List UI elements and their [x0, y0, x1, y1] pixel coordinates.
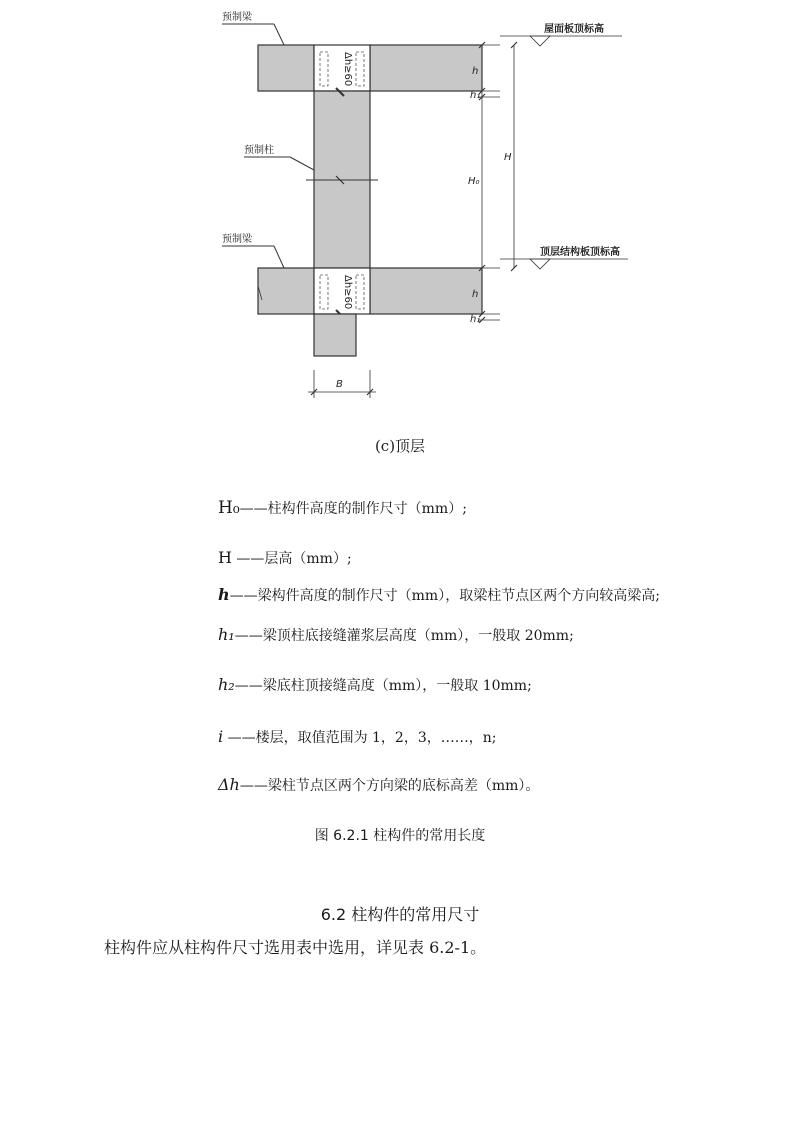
legend-text: ——梁顶柱底接缝灌浆层高度（mm），一般取 20mm; — [234, 628, 574, 644]
legend-symbol: h₁ — [218, 625, 235, 644]
beam-bottom-leader-diag — [274, 246, 284, 268]
legend-text: ——楼层，取值范围为 1，2，3，……，n; — [223, 730, 497, 746]
dim-h1-bottom: h₁ — [470, 314, 481, 325]
legend-row-h2 — [218, 675, 532, 695]
legend-text: ——梁底柱顶接缝高度（mm），一般取 10mm; — [234, 678, 532, 694]
figure-caption: 图 6.2.1 柱构件的常用长度 — [314, 828, 486, 844]
dim-h1-top: h₁ — [470, 90, 481, 101]
bottom-beam-right — [370, 268, 482, 314]
legend-row-h — [218, 585, 660, 605]
legend-row-h1 — [218, 625, 574, 645]
top-beam-left — [258, 45, 314, 91]
top-floor-level-symbol — [530, 259, 550, 269]
label-top-floor-level: 顶层结构板顶标高 — [540, 247, 620, 258]
legend-text: ——梁柱节点区两个方向梁的底标高差（mm）。 — [239, 778, 540, 794]
roof-level-symbol — [530, 36, 550, 46]
body-paragraph: 柱构件应从柱构件尺寸选用表中选用，详见表 6.2-1。 — [104, 938, 487, 957]
legend-text: ——层高（mm）; — [231, 551, 352, 567]
bottom-joint-note: Δh≥60 — [342, 275, 353, 310]
legend-row-delta-h — [218, 775, 539, 795]
legend-symbol: H₀ — [218, 498, 240, 518]
label-beam-bottom: 预制梁 — [222, 234, 252, 245]
legend-text: ——柱构件高度的制作尺寸（mm）; — [239, 501, 467, 517]
subfigure-caption: (c)顶层 — [374, 437, 426, 455]
top-joint-note: Δh≥60 — [342, 52, 353, 87]
bottom-beam-left — [258, 268, 314, 314]
dim-h0: H₀ — [468, 176, 480, 187]
label-beam-top: 预制梁 — [222, 12, 252, 23]
legend-text: ——梁构件高度的制作尺寸（mm），取梁柱节点区两个方向较高梁高; — [229, 588, 660, 604]
legend-row-H — [218, 548, 352, 568]
legend-symbol: i — [218, 727, 224, 746]
legend-symbol: h₂ — [218, 675, 235, 694]
legend-row-i — [218, 727, 496, 747]
dim-h-top: h — [472, 66, 479, 77]
legend-symbol: H — [218, 548, 232, 567]
column-leader-diag — [290, 157, 314, 170]
dim-H: H — [504, 152, 512, 163]
legend-symbol: Δh — [218, 775, 240, 794]
section-heading: 6.2 柱构件的常用尺寸 — [320, 905, 480, 924]
column-elevation-drawing — [0, 0, 800, 420]
legend-row-h0 — [218, 498, 467, 518]
label-column: 预制柱 — [244, 145, 274, 156]
beam-top-leader-diag — [274, 24, 284, 45]
label-roof-level: 屋面板顶标高 — [544, 24, 604, 35]
top-beam-right — [370, 45, 482, 91]
lower-column-stub — [314, 314, 356, 356]
dim-h-bottom: h — [472, 289, 479, 300]
legend-symbol: h — [218, 585, 230, 604]
dim-b-label: B — [336, 379, 343, 390]
